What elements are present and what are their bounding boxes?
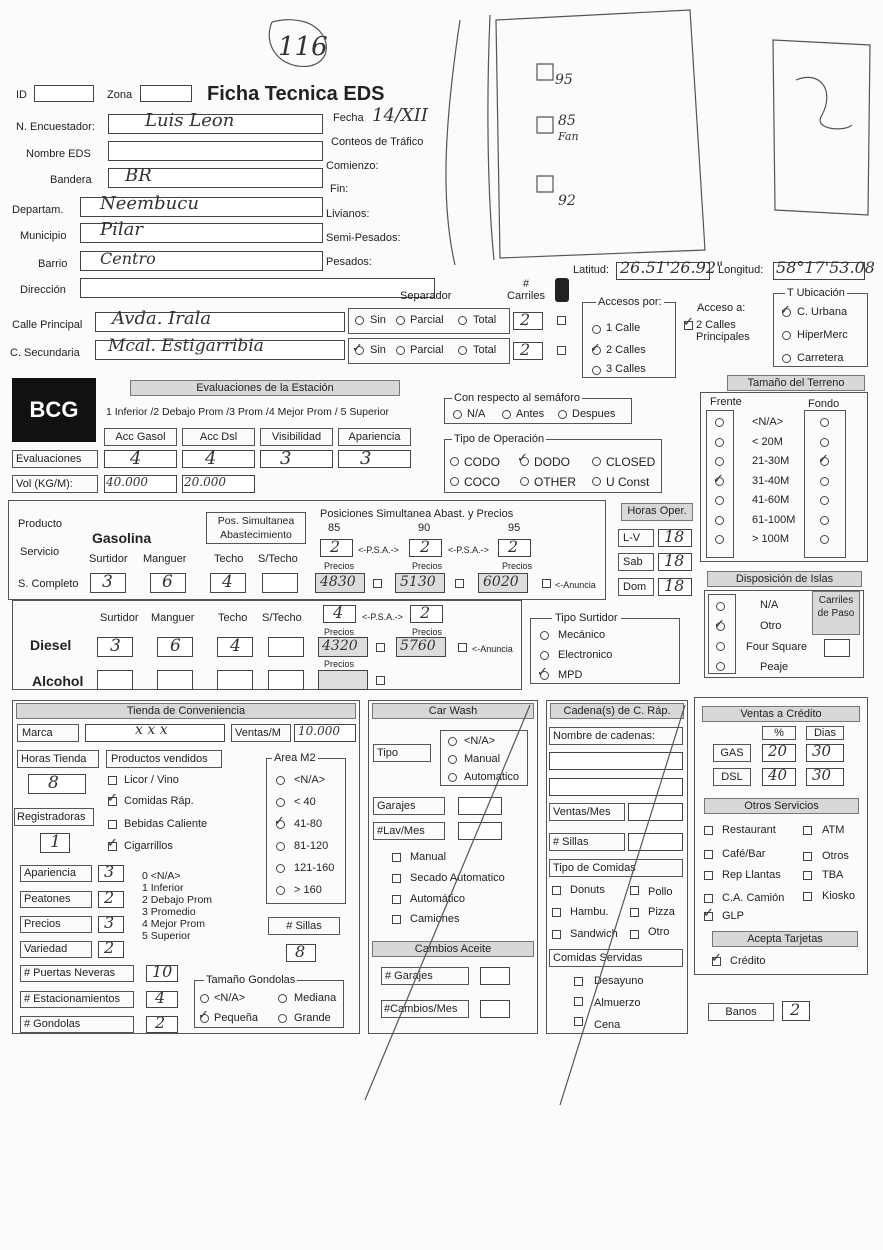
page-title: Ficha Tecnica EDS — [207, 83, 385, 105]
dsl-pre1-value: 4320 — [322, 638, 358, 654]
banos-value: 2 — [790, 1000, 801, 1019]
cadena-desayuno-label: Desayuno — [594, 975, 644, 987]
cadena-otro-label: Otro — [648, 926, 670, 938]
cadena-pollo-label: Pollo — [648, 886, 673, 898]
cw-manual-label: Manual — [410, 851, 447, 863]
prod-licor-label: Licor / Vino — [124, 774, 179, 786]
semaforo-antes-label: Antes — [516, 408, 545, 420]
horas-lv-label: L-V — [618, 529, 654, 547]
note-85: 85 — [558, 113, 576, 129]
accesos-1-label: 1 Calle — [606, 322, 641, 334]
area-41-80-label: 41-80 — [294, 818, 323, 830]
encuestador-label: N. Encuestador: — [16, 121, 95, 133]
gondola-na-label: <N/A> — [214, 992, 246, 1004]
bcg-logo: BCG — [12, 378, 96, 442]
tienda-title: Tienda de Conveniencia — [16, 703, 356, 719]
semaforo-title: Con respecto al semáforo — [454, 392, 580, 404]
eval-value-2: 4 — [205, 448, 217, 469]
note-95: 95 — [555, 72, 573, 88]
cw-camiones-label: Camiones — [410, 913, 460, 925]
gas-techo-label: Techo — [214, 553, 244, 565]
op-other-label: OTHER — [534, 475, 576, 489]
estacionamientos-label: # Estacionamientos — [20, 991, 134, 1008]
oct-85: 85 — [328, 522, 341, 534]
horas-sab-label: Sab — [618, 553, 654, 571]
gas-pos1-value: 2 — [330, 537, 341, 556]
sep2-check-mark: ✓ — [352, 340, 363, 355]
gondola-mediana-label: Mediana — [294, 992, 337, 1004]
municipio-value: Pilar — [100, 219, 143, 240]
horas-tienda-value: 8 — [48, 773, 59, 793]
departam-label: Departam. — [12, 204, 64, 216]
op-codo-label: CODO — [464, 455, 500, 469]
terreno-row-label: 21-30M — [752, 455, 790, 467]
alc-precios: Precios — [324, 659, 355, 669]
area-title: Area M2 — [274, 752, 316, 764]
carwash-na-label: <N/A> — [464, 735, 496, 747]
pos-title: Posiciones Simultanea Abast. y Precios — [320, 508, 514, 520]
horas-sab-value: 18 — [664, 551, 685, 570]
surtidor-electronico-label: Electronico — [558, 649, 613, 661]
secundaria-label: C. Secundaria — [10, 347, 80, 359]
cadena-sillas-label: # Sillas — [549, 833, 625, 851]
operacion-title: Tipo de Operación — [454, 433, 545, 445]
ubicacion-title: T Ubicación — [787, 287, 845, 299]
semaforo-na-label: N/A — [467, 408, 486, 420]
vol-value-1: 40.000 — [106, 475, 148, 489]
credito-pct: % — [762, 726, 796, 740]
eval-col-4: Apariencia — [338, 428, 411, 446]
sillas-value: 8 — [295, 942, 306, 961]
horas-title: Horas Oper. — [621, 503, 693, 521]
peatones-label: Peatones — [20, 891, 92, 908]
sillas-label: # Sillas — [268, 917, 340, 935]
otros-kiosko-label: Kiosko — [822, 890, 856, 902]
surtidor-mpd-label: MPD — [558, 669, 583, 681]
area-81-120-label: 81-120 — [294, 840, 329, 852]
op-dodo-label: DODO — [534, 455, 570, 469]
latitud-value: 26.51'26.92" — [620, 258, 724, 277]
direccion-label: Dirección — [20, 284, 66, 296]
variedad-value: 2 — [104, 938, 115, 957]
islas-otro-check-mark: ✓ — [714, 616, 725, 631]
islas-na-label: N/A — [760, 599, 779, 611]
dsl-surtidor-label: Surtidor — [100, 612, 139, 624]
acceso-title: Acceso a: — [697, 302, 746, 314]
dsl-precios-2: Precios — [412, 627, 443, 637]
zona-label: Zona — [107, 89, 133, 101]
carwash-auto-label: Automatico — [464, 771, 520, 783]
gas-surtidor-label: Surtidor — [89, 553, 128, 565]
eval-col-1: Acc Gasol — [104, 428, 177, 446]
eval-row-label: Evaluaciones — [12, 450, 98, 468]
op-dodo-check-mark: ✓ — [517, 450, 528, 465]
scale-5: 5 Superior — [142, 930, 191, 942]
dsl-pos2-value: 2 — [420, 603, 431, 622]
fin-label: Fin: — [330, 183, 349, 195]
terreno-row-label: < 20M — [752, 435, 783, 448]
cw-secado-label: Secado Automatico — [410, 872, 505, 884]
secundaria-value: Mcal. Estigarribia — [108, 336, 264, 356]
note-92: 92 — [558, 193, 576, 209]
apariencia-label: Apariencia — [20, 865, 92, 882]
semaforo-despues-label: Despues — [572, 408, 616, 420]
accesos-2-label: 2 Calles — [606, 344, 646, 356]
gondola-pequena-label: Pequeña — [214, 1012, 259, 1024]
barrio-value: Centro — [100, 249, 156, 268]
terreno-check-mark: ✓ — [818, 451, 829, 466]
eval-value-1: 4 — [130, 448, 142, 469]
otros-camion-label: C.A. Camión — [722, 892, 785, 904]
area-40-label: < 40 — [294, 796, 316, 808]
otros-title: Otros Servicios — [704, 798, 859, 814]
carriles-value-1: 2 — [520, 310, 531, 329]
credito-dsl-pct: 40 — [768, 766, 788, 784]
carriles-label: # Carriles — [507, 278, 545, 302]
terreno-row-label: <N/A> — [752, 416, 784, 428]
cadena-ventas-label: Ventas/Mes — [549, 803, 625, 821]
vol-label: Vol (KG/M): — [12, 475, 98, 493]
sep1-total-label: Total — [473, 314, 497, 326]
gas-pre1-value: 4830 — [320, 574, 356, 590]
encuestador-value: Luis Leon — [145, 110, 235, 131]
dsl-psa: <-P.S.A.-> — [362, 612, 403, 622]
cadena-sandwich-label: Sandwich — [570, 928, 618, 940]
oct-90: 90 — [418, 522, 431, 534]
terreno-title: Tamaño del Terreno — [727, 375, 865, 391]
credito-dsl-label: DSL — [713, 768, 751, 786]
producto-label: Producto — [18, 518, 63, 530]
evaluaciones-scale: 1 Inferior /2 Debajo Prom /3 Prom /4 Mejor Prom / 5 Superior — [106, 406, 390, 418]
eval-value-3: 3 — [280, 448, 292, 469]
marca-label: Marca — [17, 724, 79, 742]
comienzo-label: Comienzo: — [326, 160, 379, 172]
gas-precios-2: Precios — [412, 561, 443, 571]
garajes-label: Garajes — [373, 797, 445, 815]
otros-atm-label: ATM — [822, 824, 845, 836]
servicio-label: Servicio — [20, 546, 60, 558]
semi-label: Semi-Pesados: — [326, 232, 401, 244]
sep2-sin-label: Sin — [370, 344, 386, 356]
ngarajes-label: # Garajes — [381, 967, 469, 985]
precios-label: Precios — [20, 916, 92, 933]
apariencia-value: 3 — [104, 862, 115, 881]
ventas-label: Ventas/M — [231, 724, 291, 742]
neveras-label: # Puertas Neveras — [20, 965, 134, 982]
gas-surtidor-value: 3 — [102, 572, 113, 592]
id-label: ID — [16, 89, 27, 101]
dsl-pos1-value: 4 — [333, 603, 344, 622]
gas-psa-2: <-P.S.A.-> — [448, 545, 489, 555]
credito-dsl-dias: 30 — [812, 766, 832, 784]
dsl-pre2-value: 5760 — [400, 638, 436, 654]
registradoras-label: Registradoras — [14, 808, 94, 826]
cadena-title: Cadena(s) de C. Ráp. — [550, 703, 684, 719]
estacionamientos-value: 4 — [155, 988, 166, 1007]
carwash-tipo-label: Tipo — [373, 744, 431, 762]
dsl-precios-1: Precios — [324, 627, 355, 637]
credito-gas-pct: 20 — [768, 742, 788, 760]
calle-label: Calle Principal — [12, 319, 83, 331]
gas-psa-1: <-P.S.A.-> — [358, 545, 399, 555]
tarjetas-title: Acepta Tarjetas — [712, 931, 858, 947]
nombre-label: Nombre EDS — [26, 148, 91, 160]
pesados-label: Pesados: — [326, 256, 372, 268]
islas-carriles-label: Carriles de Paso — [812, 591, 860, 635]
precios-value: 3 — [104, 913, 115, 932]
ubicacion-hiper-label: HiperMerc — [797, 329, 848, 341]
acceso-check-mark: ✓ — [683, 314, 694, 329]
accesos-3-label: 3 Calles — [606, 363, 646, 375]
latitud-label: Latitud: — [573, 264, 610, 276]
op-coco-label: COCO — [464, 475, 500, 489]
scale-4: 4 Mejor Prom — [142, 918, 206, 930]
lav-label: #Lav/Mes — [373, 822, 445, 840]
cadena-nombre-label: Nombre de cadenas: — [549, 727, 683, 745]
vol-value-2: 20.000 — [184, 475, 226, 489]
otros-glp-check-mark: ✓ — [703, 905, 714, 920]
credito-gas-dias: 30 — [812, 742, 832, 760]
gas-stecho-label: S/Techo — [258, 553, 298, 565]
dsl-anuncia-label: <-Anuncia — [472, 644, 513, 654]
dsl-manguer-label: Manguer — [151, 612, 195, 624]
bandera-value: BR — [125, 165, 152, 186]
sep1-parcial-label: Parcial — [410, 314, 444, 326]
dsl-techo-value: 4 — [230, 636, 241, 656]
neveras-value: 10 — [152, 962, 173, 981]
horas-dom-value: 18 — [664, 576, 685, 595]
registradoras-value: 1 — [50, 832, 61, 852]
gondolas-value: 2 — [155, 1013, 166, 1032]
terreno-row-label: 31-40M — [752, 474, 790, 487]
dsl-stecho-label: S/Techo — [262, 612, 302, 624]
ubicacion-carretera-label: Carretera — [797, 352, 844, 364]
gas-precios-3: Precios — [502, 561, 533, 571]
note-fan: Fan — [558, 130, 579, 143]
gas-pre3-value: 6020 — [483, 574, 519, 590]
separador-title: Separador — [400, 290, 452, 302]
eval-value-4: 3 — [360, 448, 372, 469]
area-41-80-check-mark: ✓ — [274, 813, 285, 828]
alcohol-name: Alcohol — [32, 673, 84, 689]
otros-tba-label: TBA — [822, 869, 844, 881]
sep2-total-label: Total — [473, 344, 497, 356]
cadena-pizza-label: Pizza — [648, 906, 675, 918]
terreno-row-label: 41-60M — [752, 494, 790, 506]
cadena-hambu-label: Hambu. — [570, 906, 609, 918]
s-completo-label: S. Completo — [18, 578, 79, 590]
fecha-label: Fecha — [333, 112, 364, 124]
diesel-name: Diesel — [30, 637, 72, 653]
sep1-sin-label: Sin — [370, 314, 386, 326]
productos-label: Productos vendidos — [106, 750, 222, 768]
gas-pos2-value: 2 — [420, 537, 431, 556]
pos-sim-label: Pos. Simultanea Abastecimiento — [206, 512, 306, 544]
cambios-title: Cambios Aceite — [372, 941, 534, 957]
gondola-pequena-check-mark: ✓ — [198, 1007, 209, 1022]
bandera-label: Bandera — [50, 174, 92, 186]
otros-glp-label: GLP — [722, 910, 745, 922]
municipio-label: Municipio — [20, 230, 67, 242]
horas-lv-value: 18 — [664, 527, 685, 546]
marca-value: x x x — [135, 722, 168, 738]
otros-llantas-label: Rep Llantas — [722, 869, 781, 881]
islas-title: Disposición de Islas — [707, 571, 862, 587]
gas-pre2-value: 5130 — [400, 574, 436, 590]
acceso-opt-label: 2 Calles Principales — [696, 319, 750, 343]
cadena-cena-label: Cena — [594, 1019, 621, 1031]
dsl-surtidor-value: 3 — [110, 636, 121, 656]
tarjetas-credito-label: Crédito — [730, 955, 766, 967]
longitud-value: 58°17'53.08 — [776, 258, 875, 277]
otros-restaurant-label: Restaurant — [722, 824, 776, 836]
tarjetas-credito-check-mark: ✓ — [711, 950, 722, 965]
area-na-label: <N/A> — [294, 774, 326, 786]
eval-col-2: Acc Dsl — [182, 428, 255, 446]
ubicacion-check-mark: ✓ — [780, 302, 791, 317]
surtidor-mpd-check-mark: ✓ — [537, 664, 548, 679]
scale-2: 2 Debajo Prom — [142, 894, 213, 906]
prod-cigarrillos-check-mark: ✓ — [107, 835, 118, 850]
oct-95: 95 — [508, 522, 521, 534]
conteos-label: Conteos de Tráfico — [331, 136, 424, 148]
cw-auto-label: Automático — [410, 893, 466, 905]
gas-manguer-value: 6 — [162, 572, 173, 592]
scale-0: 0 <N/A> — [142, 870, 181, 882]
barrio-label: Barrio — [38, 258, 68, 270]
horas-dom-label: Dom — [618, 578, 654, 596]
gondola-grande-label: Grande — [294, 1012, 331, 1024]
variedad-label: Variedad — [20, 941, 92, 958]
credito-title: Ventas a Crédito — [702, 706, 860, 722]
otros-cafe-label: Café/Bar — [722, 848, 766, 860]
longitud-label: Longitud: — [718, 264, 764, 276]
horas-tienda-label: Horas Tienda — [17, 750, 99, 768]
gas-manguer-label: Manguer — [143, 553, 187, 565]
prod-bebidas-label: Bebidas Caliente — [124, 818, 208, 830]
dsl-techo-label: Techo — [218, 612, 248, 624]
carwash-title: Car Wash — [372, 703, 534, 719]
gondolas-label: # Gondolas — [20, 1016, 134, 1033]
scale-1: 1 Inferior — [142, 882, 184, 894]
terreno-row-label: > 100M — [752, 533, 789, 545]
credito-dias: Dias — [806, 726, 844, 740]
gas-pos3-value: 2 — [508, 537, 519, 556]
evaluaciones-title: Evaluaciones de la Estación — [130, 380, 400, 396]
credito-gas-label: GAS — [713, 744, 751, 762]
prod-comidas-check-mark: ✓ — [107, 790, 118, 805]
area-121-160-label: 121-160 — [294, 862, 335, 874]
terreno-row-label: 61-100M — [752, 513, 796, 526]
prod-cigarrillos-label: Cigarrillos — [124, 840, 173, 852]
cadena-tipo-label: Tipo de Comidas — [549, 859, 683, 877]
surtidor-title: Tipo Surtidor — [552, 612, 621, 624]
livianos-label: Livianos: — [326, 208, 370, 220]
ubicacion-urbana-label: C. Urbana — [797, 306, 848, 318]
op-uconst-label: U Const — [606, 475, 650, 489]
cadena-donuts-label: Donuts — [570, 884, 605, 896]
carwash-manual-label: Manual — [464, 753, 501, 765]
islas-four-label: Four Square — [746, 641, 808, 653]
departam-value: Neembucu — [100, 193, 199, 214]
islas-otro-label: Otro — [760, 620, 782, 632]
banos-label: Banos — [708, 1003, 774, 1021]
calle-value: Avda. Irala — [112, 308, 212, 329]
terreno-check-mark: ✓ — [713, 470, 724, 486]
terreno-fondo: Fondo — [808, 398, 840, 410]
gas-anuncia-label: <-Anuncia — [555, 580, 596, 590]
surtidor-mecanico-label: Mecánico — [558, 629, 606, 641]
gasolina-name: Gasolina — [92, 530, 152, 546]
islas-peaje-label: Peaje — [760, 661, 789, 673]
terreno-frente: Frente — [710, 396, 742, 408]
area-160-label: > 160 — [294, 884, 322, 896]
eval-col-3: Visibilidad — [260, 428, 333, 446]
gondolas-size-title: Tamaño Gondolas — [206, 974, 296, 986]
gas-precios-1: Precios — [324, 561, 355, 571]
sep2-parcial-label: Parcial — [410, 344, 444, 356]
cadena-servidas-label: Comidas Servidas — [549, 949, 683, 967]
prod-comidas-label: Comidas Ráp. — [124, 795, 194, 807]
otros-otros-label: Otros — [822, 850, 849, 862]
cadena-almuerzo-label: Almuerzo — [594, 997, 641, 1009]
page-number: 116 — [278, 32, 328, 62]
fecha-value[interactable]: 14/XII — [372, 105, 429, 126]
scale-3: 3 Promedio — [142, 906, 196, 918]
op-closed-label: CLOSED — [606, 455, 656, 469]
ventas-value: 10.000 — [298, 724, 340, 738]
accesos-title: Accesos por: — [598, 296, 662, 308]
dsl-manguer-value: 6 — [170, 636, 181, 656]
carriles-value-2: 2 — [520, 340, 531, 359]
gas-techo-value: 4 — [222, 572, 233, 592]
accesos-2-check-mark: ✓ — [590, 340, 601, 355]
peatones-value: 2 — [104, 888, 115, 907]
ncambios-label: #Cambios/Mes — [381, 1000, 469, 1018]
